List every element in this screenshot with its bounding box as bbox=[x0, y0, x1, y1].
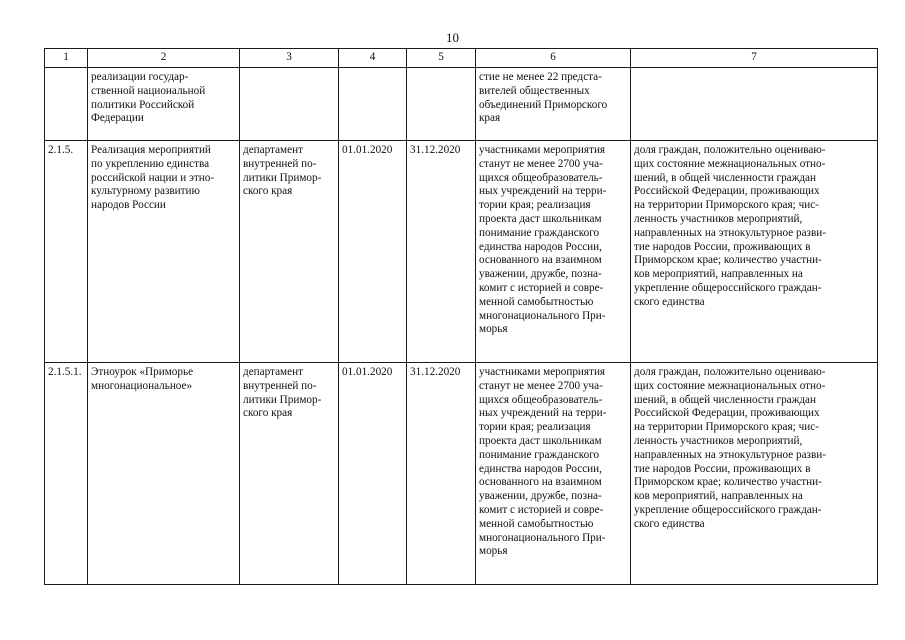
column-number: 3 bbox=[240, 49, 339, 68]
column-number: 5 bbox=[407, 49, 476, 68]
item-number: 2.1.5. bbox=[45, 141, 88, 363]
item-number bbox=[45, 68, 88, 141]
executor bbox=[240, 68, 339, 141]
column-number: 4 bbox=[339, 49, 407, 68]
event-name: Этноурок «Приморье многонациональное» bbox=[88, 363, 240, 585]
column-number: 7 bbox=[631, 49, 878, 68]
end-date bbox=[407, 68, 476, 141]
end-date: 31.12.2020 bbox=[407, 363, 476, 585]
column-number: 2 bbox=[88, 49, 240, 68]
start-date: 01.01.2020 bbox=[339, 363, 407, 585]
table-row bbox=[45, 68, 878, 141]
event-name: реализации государ- ственной национальной политики Российской Федерации bbox=[88, 68, 240, 141]
end-date: 31.12.2020 bbox=[407, 141, 476, 363]
expected-result: стие не менее 22 предста- вителей общественных объединений Приморского края bbox=[476, 68, 631, 141]
plan-table bbox=[44, 48, 878, 585]
event-name: Реализация мероприятий по укреплению единства российской нации и этно- культурному развитию народов России bbox=[88, 141, 240, 363]
executor: департамент внутренней по- литики Примор- ского края bbox=[240, 141, 339, 363]
column-number-row bbox=[45, 49, 878, 68]
column-number: 6 bbox=[476, 49, 631, 68]
expected-result: участниками мероприятия станут не менее 2700 уча- щихся общеобразователь- ных учреждений на терри- тории края; реализация проекта даст школьникам понимание гражданского единства народов России, основанного на взаимном уважении, дружбе, позна- комит с историей и совре- менной самобытностью многонационального При- морья bbox=[476, 141, 631, 363]
column-number: 1 bbox=[45, 49, 88, 68]
expected-result: участниками мероприятия станут не менее 2700 уча- щихся общеобразователь- ных учреждений на терри- тории края; реализация проекта даст школьникам понимание гражданского единства народов России, основанного на взаимном уважении, дружбе, позна- комит с историей и совре- менной самобытностью многонационального При- морья bbox=[476, 363, 631, 585]
start-date: 01.01.2020 bbox=[339, 141, 407, 363]
page-number: 10 bbox=[446, 30, 459, 45]
indicator: доля граждан, положительно оцениваю- щих состояние межнациональных отно- шений, в общей численности граждан Российской Федерации, проживающих на территории Приморского края; чис- ленность участников мероприятий, направленных на этнокультурное разви- тие народов России, проживающих в Приморском крае; количество участни- ков мероприятий, направленных на укрепление общероссийского граждан- ского единства bbox=[631, 141, 878, 363]
indicator bbox=[631, 68, 878, 141]
table-row bbox=[45, 363, 878, 585]
table-row bbox=[45, 141, 878, 363]
start-date bbox=[339, 68, 407, 141]
item-number: 2.1.5.1. bbox=[45, 363, 88, 585]
executor: департамент внутренней по- литики Примор- ского края bbox=[240, 363, 339, 585]
indicator: доля граждан, положительно оцениваю- щих состояние межнациональных отно- шений, в общей численности граждан Российской Федерации, проживающих на территории Приморского края; чис- ленность участников мероприятий, направленных на этнокультурное разви- тие народов России, проживающих в Приморском крае; количество участни- ков мероприятий, направленных на укрепление общероссийского граждан- ского единства bbox=[631, 363, 878, 585]
